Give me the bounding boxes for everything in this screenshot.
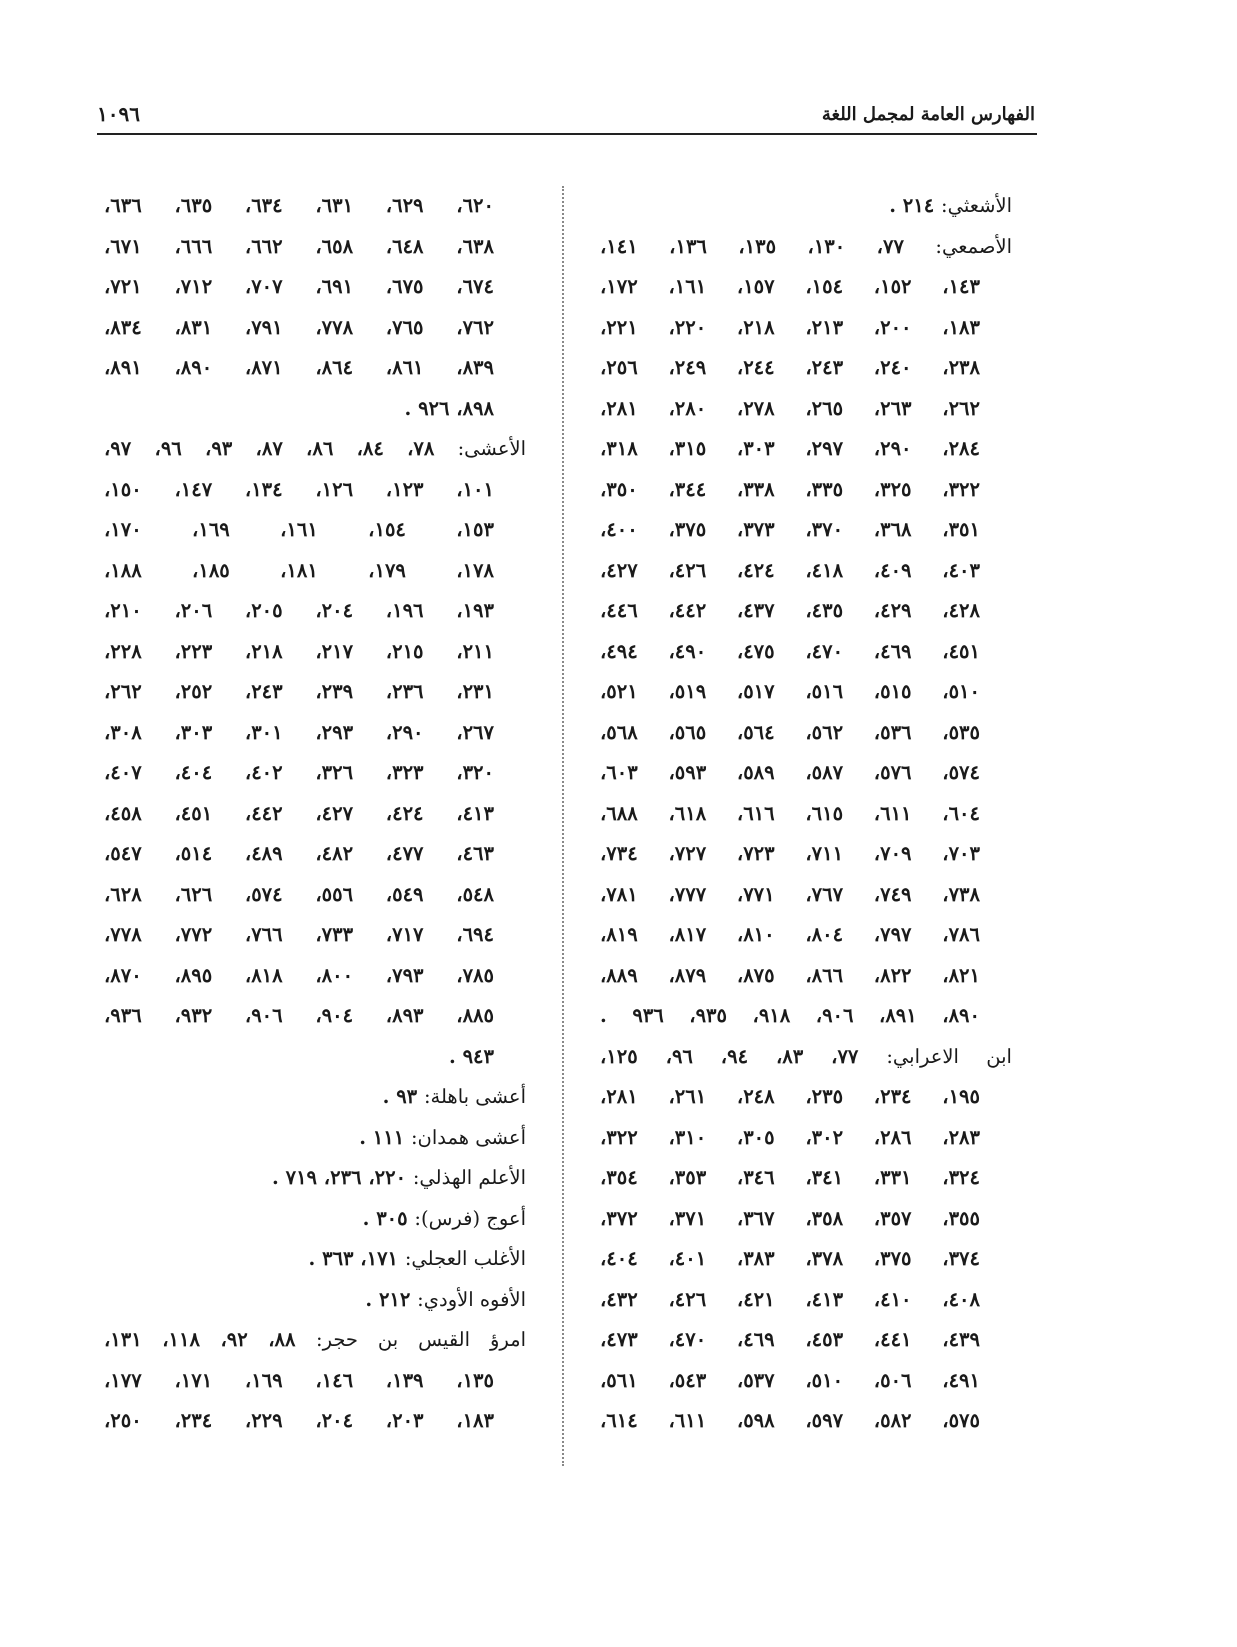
- index-entry-name: الأشعثي:: [941, 194, 1012, 217]
- index-page-refs: ٧٨، ٨٤، ٨٦، ٨٧، ٩٣، ٩٦، ٩٧،: [104, 437, 435, 460]
- index-page-refs: ٧٦٢، ٧٦٥، ٧٧٨، ٧٩١، ٨٣١، ٨٣٤،: [104, 315, 494, 339]
- index-page-refs: ٦٧٤، ٦٧٥، ٦٩١، ٧٠٧، ٧١٢، ٧٢١،: [104, 275, 494, 298]
- index-line: [104, 1401, 526, 1442]
- index-page-refs: ٢١٤ .: [889, 194, 935, 217]
- index-line: [104, 348, 526, 389]
- index-line: [600, 470, 1012, 511]
- index-line: [600, 389, 1012, 430]
- index-page-refs: ٦٩٤، ٧١٧، ٧٣٣، ٧٦٦، ٧٧٢، ٧٧٨،: [104, 923, 494, 946]
- index-page-refs: ٤٥١، ٤٦٩، ٤٧٠، ٤٧٥، ٤٩٠، ٤٩٤،: [600, 639, 980, 663]
- index-page-refs: ٢٦٢، ٢٦٣، ٢٦٥، ٢٧٨، ٢٨٠، ٢٨١،: [600, 396, 980, 420]
- index-page-refs: ٤٦٣، ٤٧٧، ٤٨٢، ٤٨٩، ٥١٤، ٥٤٧،: [104, 842, 494, 865]
- index-entry-name: الأفوه الأودي:: [417, 1287, 526, 1311]
- index-page-refs: ٣٥٥، ٣٥٧، ٣٥٨، ٣٦٧، ٣٧١، ٣٧٢،: [600, 1206, 980, 1230]
- index-line: [104, 591, 526, 632]
- index-page-refs: ١٨٣، ٢٠٣، ٢٠٤، ٢٢٩، ٢٣٤، ٢٥٠،: [104, 1409, 494, 1432]
- index-line: [600, 227, 1012, 268]
- index-line: [104, 794, 526, 835]
- index-line: [104, 1118, 526, 1159]
- page-number: ١٠٩٦: [97, 102, 140, 126]
- index-line: [600, 308, 1012, 349]
- index-line: [104, 956, 526, 997]
- index-line: [104, 672, 526, 713]
- index-page-refs: ٥٣٥، ٥٣٦، ٥٦٢، ٥٦٤، ٥٦٥، ٥٦٨،: [600, 720, 980, 744]
- page-header: [97, 98, 1035, 134]
- index-page-refs: ١٣٥، ١٣٩، ١٤٦، ١٦٩، ١٧١، ١٧٧،: [104, 1368, 494, 1392]
- index-line: [104, 1361, 526, 1402]
- index-page-refs: ٨٨، ٩٢، ١١٨، ١٣١،: [104, 1328, 296, 1351]
- index-page-refs: ٢٣١، ٢٣٦، ٢٣٩، ٢٤٣، ٢٥٢، ٢٦٢،: [104, 680, 494, 703]
- index-page-refs: ٢٣٨، ٢٤٠، ٢٤٣، ٢٤٤، ٢٤٩، ٢٥٦،: [600, 356, 980, 379]
- index-line: [600, 713, 1012, 754]
- index-line: [104, 186, 526, 227]
- index-page-refs: ٨٣٩، ٨٦١، ٨٦٤، ٨٧١، ٨٩٠، ٨٩١،: [104, 356, 494, 379]
- index-line: [600, 875, 1012, 916]
- index-line: [600, 1239, 1012, 1280]
- index-page-refs: ٣٢٢، ٣٢٥، ٣٣٥، ٣٣٨، ٣٤٤، ٣٥٠،: [600, 477, 980, 501]
- index-line: [600, 1401, 1012, 1442]
- index-line: [600, 186, 1012, 227]
- index-line: [104, 1158, 526, 1199]
- index-line: [600, 1361, 1012, 1402]
- index-page-refs: ٣٧٤، ٣٧٥، ٣٧٨، ٣٨٣، ٤٠١، ٤٠٤،: [600, 1247, 980, 1270]
- index-page-refs: ٥٧٥، ٥٨٢، ٥٩٧، ٥٩٨، ٦١١، ٦١٤،: [600, 1409, 980, 1432]
- index-page-refs: ٢٢٠، ٢٣٦، ٧١٩ .: [272, 1166, 407, 1189]
- index-page-refs: ٢٨٣، ٢٨٦، ٣٠٢، ٣٠٥، ٣١٠، ٣٢٢،: [600, 1125, 980, 1149]
- index-page-refs: ٩٤٣ .: [449, 1044, 494, 1068]
- index-line: [600, 794, 1012, 835]
- index-line: [104, 1077, 526, 1118]
- index-entry-name: أعوج (فرس):: [414, 1206, 526, 1230]
- index-page-refs: ٩٣ .: [382, 1085, 418, 1108]
- index-page-refs: ٢٦٧، ٢٩٠، ٢٩٣، ٣٠١، ٣٠٣، ٣٠٨،: [104, 720, 494, 744]
- index-line: [104, 1280, 526, 1321]
- index-line: [600, 267, 1012, 308]
- index-page-refs: ٦٠٤، ٦١١، ٦١٥، ٦١٦، ٦١٨، ٦٨٨،: [600, 801, 980, 825]
- index-page-refs: ٧٧، ١٣٠، ١٣٥، ١٣٦، ١٤١،: [600, 234, 904, 258]
- index-line: [600, 551, 1012, 592]
- index-page-refs: ١٨٣، ٢٠٠، ٢١٣، ٢١٨، ٢٢٠، ٢٢١،: [600, 315, 980, 339]
- index-page-refs: ٧٨٥، ٧٩٣، ٨٠٠، ٨١٨، ٨٩٥، ٨٧٠،: [104, 963, 494, 987]
- index-line: [600, 956, 1012, 997]
- index-page-refs: ٨٩٨، ٩٢٦ .: [404, 396, 494, 420]
- index-line: [600, 753, 1012, 794]
- index-line: [104, 551, 526, 592]
- index-page-refs: ٥١٠، ٥١٥، ٥١٦، ٥١٧، ٥١٩، ٥٢١،: [600, 680, 980, 703]
- index-page-refs: ٣٢٠، ٣٢٣، ٣٢٦، ٤٠٢، ٤٠٤، ٤٠٧،: [104, 761, 494, 784]
- index-line: [600, 1280, 1012, 1321]
- header-rule: [97, 133, 1037, 135]
- index-entry-name: أعشى همدان:: [410, 1125, 526, 1149]
- index-page-refs: ٤٠٨، ٤١٠، ٤١٣، ٤٢١، ٤٢٦، ٤٣٢،: [600, 1287, 980, 1311]
- index-line: [104, 1320, 526, 1361]
- index-line: [104, 996, 526, 1037]
- index-line: [104, 915, 526, 956]
- index-line: [104, 1199, 526, 1240]
- index-line: [104, 713, 526, 754]
- index-line: [104, 1037, 526, 1078]
- index-line: [600, 632, 1012, 673]
- index-page-refs: ٧٧، ٨٣، ٩٤، ٩٦، ١٢٥،: [600, 1044, 859, 1068]
- index-page-refs: ٧٨٦، ٧٩٧، ٨٠٤، ٨١٠، ٨١٧، ٨١٩،: [600, 923, 980, 946]
- index-line: [104, 267, 526, 308]
- index-line: [104, 308, 526, 349]
- index-page-refs: ٤٠٣، ٤٠٩، ٤١٨، ٤٢٤، ٤٢٦، ٤٢٧،: [600, 558, 980, 582]
- index-entry-name: الأصمعي:: [935, 234, 1012, 258]
- index-line: [600, 1037, 1012, 1078]
- index-entry-name: أعشى باهلة:: [423, 1085, 526, 1108]
- index-line: [600, 1320, 1012, 1361]
- index-page-refs: ٣٠٥ .: [362, 1206, 408, 1230]
- index-line: [600, 996, 1012, 1037]
- index-page-refs: ١٧١، ٣٦٣ .: [308, 1247, 399, 1270]
- index-line: [104, 1239, 526, 1280]
- index-entry-name: الأعلم الهذلي:: [412, 1166, 526, 1189]
- index-page-refs: ١٧٨، ١٧٩، ١٨١، ١٨٥، ١٨٨،: [104, 558, 494, 582]
- index-line: [600, 429, 1012, 470]
- index-line: [600, 510, 1012, 551]
- index-page-refs: ٢٨٤، ٢٩٠، ٢٩٧، ٣٠٣، ٣١٥، ٣١٨،: [600, 437, 980, 460]
- index-page-refs: ٥٧٤، ٥٧٦، ٥٨٧، ٥٨٩، ٥٩٣، ٦٠٣،: [600, 761, 980, 784]
- index-entry-name: ابن الاعرابي:: [886, 1044, 1012, 1068]
- index-line: [600, 915, 1012, 956]
- index-page-refs: ١٠١، ١٢٣، ١٢٦، ١٣٤، ١٤٧، ١٥٠،: [104, 477, 494, 501]
- index-page-refs: ٤٢٨، ٤٢٩، ٤٣٥، ٤٣٧، ٤٤٢، ٤٤٦،: [600, 599, 980, 622]
- index-page-refs: ١٤٣، ١٥٢، ١٥٤، ١٥٧، ١٦١، ١٧٢،: [600, 275, 980, 298]
- index-line: [600, 1118, 1012, 1159]
- index-page-refs: ٧٠٣، ٧٠٩، ٧١١، ٧٢٣، ٧٢٧، ٧٣٤،: [600, 842, 980, 865]
- index-line: [600, 1158, 1012, 1199]
- index-page-refs: ٣٢٤، ٣٣١، ٣٤١، ٣٤٦، ٣٥٣، ٣٥٤،: [600, 1166, 980, 1189]
- index-line: [104, 834, 526, 875]
- index-line: [600, 672, 1012, 713]
- index-line: [104, 389, 526, 430]
- index-page-refs: ١٥٣، ١٥٤، ١٦١، ١٦٩، ١٧٠،: [104, 518, 494, 541]
- index-entry-name: الأعشى:: [457, 437, 526, 460]
- index-page-refs: ٤١٣، ٤٢٤، ٤٢٧، ٤٤٢، ٤٥١، ٤٥٨،: [104, 801, 494, 825]
- index-line: [600, 591, 1012, 632]
- index-page-refs: ٣٥١، ٣٦٨، ٣٧٠، ٣٧٣، ٣٧٥، ٤٠٠،: [600, 518, 980, 541]
- index-line: [600, 1199, 1012, 1240]
- index-page-refs: ٢١٢ .: [365, 1287, 411, 1311]
- index-line: [104, 753, 526, 794]
- index-line: [104, 470, 526, 511]
- index-page-refs: ٨٢١، ٨٢٢، ٨٦٦، ٨٧٥، ٨٧٩، ٨٨٩،: [600, 963, 980, 987]
- index-entry-name: امرؤ القيس بن حجر:: [316, 1328, 526, 1351]
- column-divider: [562, 186, 564, 1466]
- index-page-refs: ١١١ .: [359, 1125, 405, 1149]
- index-page-refs: ٥٤٨، ٥٤٩، ٥٥٦، ٥٧٤، ٦٢٦، ٦٢٨،: [104, 882, 494, 906]
- index-line: [600, 348, 1012, 389]
- index-line: [104, 632, 526, 673]
- index-page-refs: ٧٣٨، ٧٤٩، ٧٦٧، ٧٧١، ٧٧٧، ٧٨١،: [600, 882, 980, 906]
- index-page-refs: ٤٣٩، ٤٤١، ٤٥٣، ٤٦٩، ٤٧٠، ٤٧٣،: [600, 1328, 980, 1351]
- index-page-refs: ١٩٣، ١٩٦، ٢٠٤، ٢٠٥، ٢٠٦، ٢١٠،: [104, 599, 494, 622]
- index-entry-name: الأغلب العجلي:: [404, 1247, 526, 1270]
- running-title: الفهارس العامة لمجمل اللغة: [821, 104, 1035, 125]
- index-line: [104, 429, 526, 470]
- index-line: [104, 875, 526, 916]
- index-column-left: [104, 186, 526, 1442]
- index-page-refs: ٦٣٨، ٦٤٨، ٦٥٨، ٦٦٢، ٦٦٦، ٦٧١،: [104, 234, 494, 258]
- index-page-refs: ٤٩١، ٥٠٦، ٥١٠، ٥٣٧، ٥٤٣، ٥٦١،: [600, 1368, 980, 1392]
- index-line: [104, 227, 526, 268]
- index-page-refs: ٦٢٠، ٦٢٩، ٦٣١، ٦٣٤، ٦٣٥، ٦٣٦،: [104, 194, 494, 217]
- index-page-refs: ٨٨٥، ٨٩٣، ٩٠٤، ٩٠٦، ٩٣٢، ٩٣٦،: [104, 1004, 494, 1027]
- index-line: [104, 510, 526, 551]
- index-page-refs: ٢١١، ٢١٥، ٢١٧، ٢١٨، ٢٢٣، ٢٢٨،: [104, 639, 494, 663]
- index-page-refs: ٨٩٠، ٨٩١، ٩٠٦، ٩١٨، ٩٣٥، ٩٣٦ .: [600, 1004, 980, 1027]
- index-page-refs: ١٩٥، ٢٣٤، ٢٣٥، ٢٤٨، ٢٦١، ٢٨١،: [600, 1085, 980, 1108]
- index-line: [600, 834, 1012, 875]
- index-column-right: [600, 186, 1012, 1442]
- index-line: [600, 1077, 1012, 1118]
